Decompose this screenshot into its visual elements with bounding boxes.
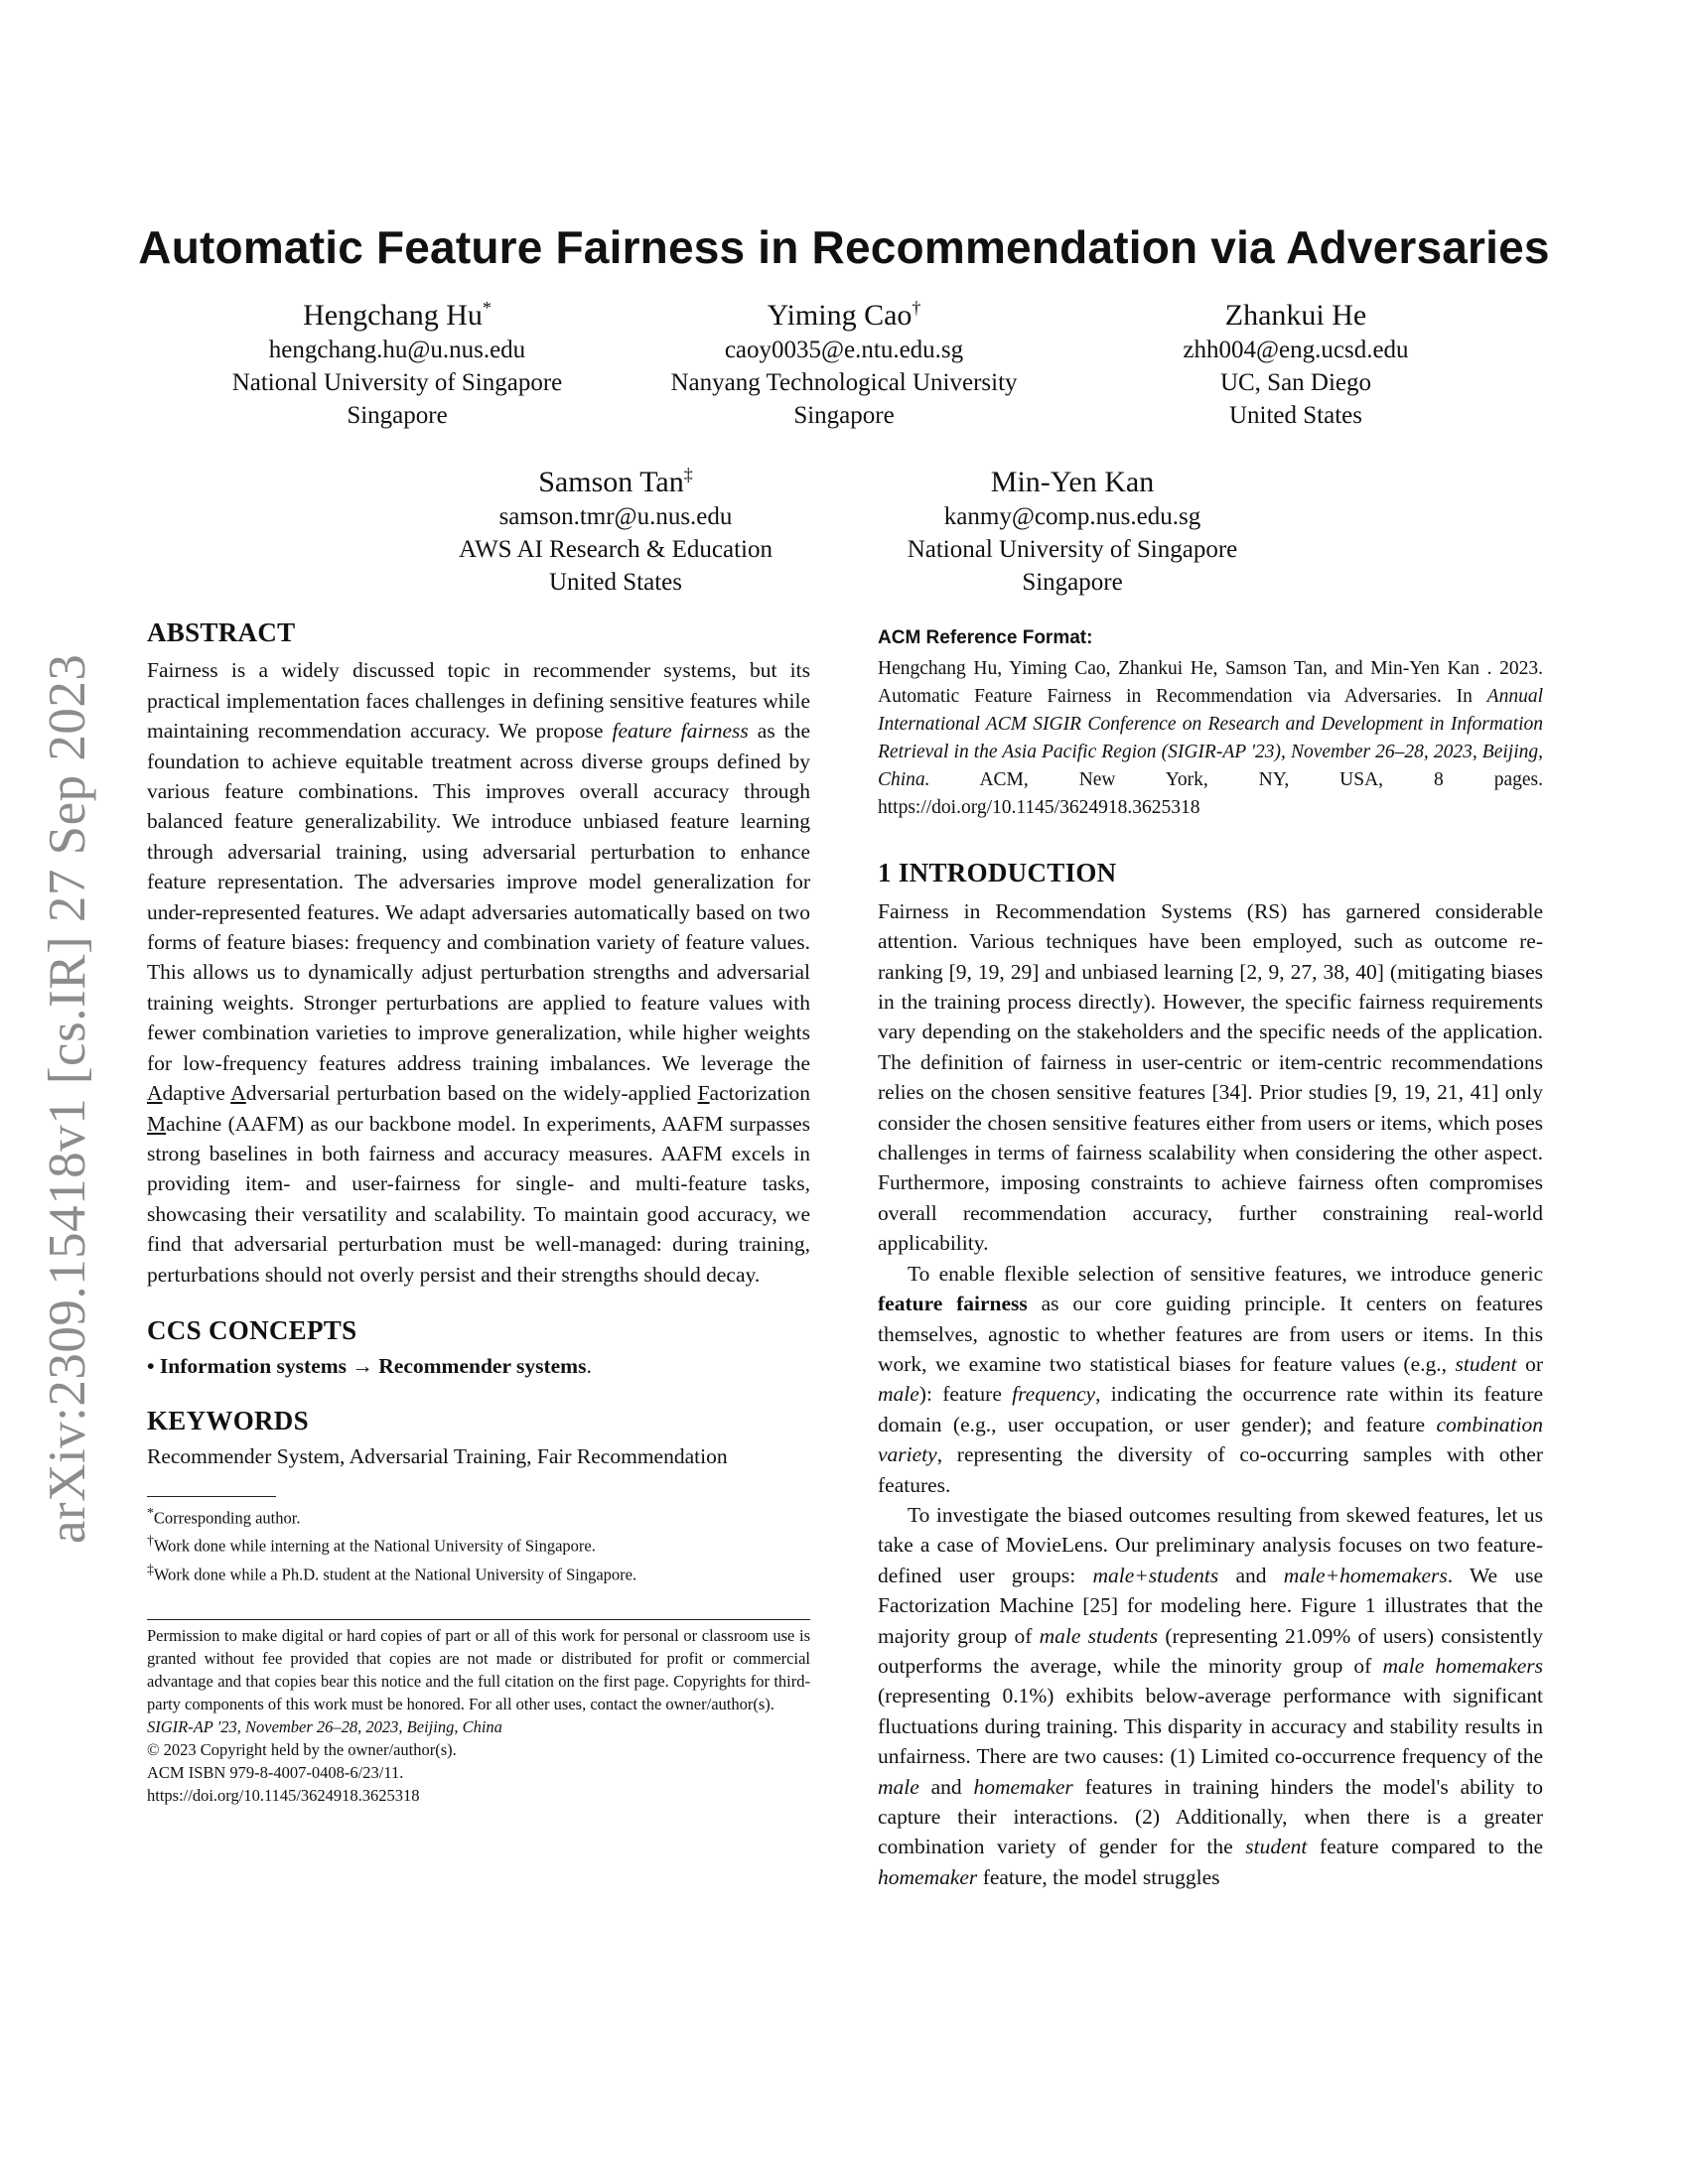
right-column xyxy=(878,623,1543,1892)
arxiv-watermark: arXiv:2309.15418v1 [cs.IR] 27 Sep 2023 xyxy=(39,653,96,1544)
footnote: ‡Work done while a Ph.D. student at the National University of Singapore. xyxy=(147,1561,637,1584)
author-block xyxy=(412,457,819,599)
author-country: Singapore xyxy=(1022,569,1123,596)
abstract-body: Fairness is a widely discussed topic in recommender systems, but its practical implementation faces challenges in defining sensitive features while maintaining recommendation accuracy. We propose feature fairness as the foundation to achieve equitable treatment across diverse groups defined by various feature combinations. This improves overall accuracy through balanced feature generalizability. We introduce unbiased feature learning through adversarial training, using adversarial perturbation to enhance feature representation. The adversaries improve model generalization for under-represented features. We adapt adversaries automatically based on two forms of feature biases: frequency and combination variety of feature values. This allows us to dynamically adjust perturbation strengths and adversarial training weights. Stronger perturbations are applied to feature values with fewer combination varieties to improve generalization, while higher weights for low-frequency features address training imbalances. We leverage the Adaptive Adversarial perturbation based on the widely-applied Factorization Machine (AAFM) as our backbone model. In experiments, AAFM surpasses strong baselines in both fairness and accuracy measures. AAFM excels in providing item- and user-fairness for single- and multi-feature tasks, showcasing their versatility and scalability. To maintain good accuracy, we find that adversarial perturbation must be well-managed: during training, perturbations should not overly persist and their strengths should decay. xyxy=(147,658,811,1287)
footnotes xyxy=(147,1501,810,1586)
author-block xyxy=(1087,290,1504,432)
author-country: Singapore xyxy=(793,402,895,429)
author-affiliation: National University of Singapore xyxy=(907,536,1238,563)
author-name: Min-Yen Kan xyxy=(990,466,1155,498)
abstract-heading: ABSTRACT xyxy=(147,617,296,647)
intro-heading: 1 INTRODUCTION xyxy=(878,858,1117,888)
author-name: Zhankui He xyxy=(1224,299,1367,332)
footnote: *Corresponding author. xyxy=(147,1504,301,1528)
paper-title: Automatic Feature Fairness in Recommendation via Adversaries xyxy=(138,221,1550,273)
author-block xyxy=(864,457,1281,599)
author-mark: * xyxy=(482,298,492,318)
conference-line: SIGIR-AP '23, November 26–28, 2023, Beijing, China xyxy=(147,1717,502,1737)
copyright-line: © 2023 Copyright held by the owner/author(s). xyxy=(147,1740,457,1760)
author-affiliation: UC, San Diego xyxy=(1219,369,1372,396)
ccs-heading: CCS CONCEPTS xyxy=(147,1314,357,1345)
author-affiliation: National University of Singapore xyxy=(231,369,563,396)
acm-ref-body: Hengchang Hu, Yiming Cao, Zhankui He, Samson Tan, and Min-Yen Kan . 2023. Automatic Feature Fairness in Recommendation via Adversaries. In Annual International ACM SIGIR Conference on Research and Development in Information Retrieval in the Asia Pacific Region (SIGIR-AP '23), November 26–28, 2023, Beijing, China. ACM, New York, NY, USA, 8 pages. https://doi.org/10.1145/3624918.3625318 xyxy=(878,658,1544,819)
author-name: Samson Tan xyxy=(538,466,684,498)
author-affiliation: Nanyang Technological University xyxy=(670,369,1018,396)
permission-text: Permission to make digital or hard copies of part or all of this work for personal or classroom use is granted without fee provided that copies are not made or distributed for profit or commercial advantage and that copies bear this notice and the full citation on the first page. Copyrights for third-party components of this work must be honored. For all other uses, contact the owner/author(s). xyxy=(147,1626,810,1714)
intro-paragraph: Fairness in Recommendation Systems (RS) has garnered considerable attention. Various techniques have been employed, such as outcome re-ranking [9, 19, 29] and unbiased learning [2, 9, 27, 38, 40] (mitigating biases in the training process directly). However, the specific fairness requirements vary depending on the stakeholders and the specific needs of the application. The definition of fairness in user-centric or item-centric recommendations relies on the chosen sensitive features [34]. Prior studies [9, 19, 21, 41] only consider the chosen sensitive features either from users or items, which poses challenges in terms of fairness scalability when considering the other aspect. Furthermore, imposing constraints to achieve fairness often compromises overall recommendation accuracy, further constraining real-world applicability. xyxy=(878,898,1543,1256)
author-block xyxy=(189,290,606,432)
intro-paragraph: To investigate the biased outcomes resulting from skewed features, let us take a case of MovieLens. Our preliminary analysis focuses on two feature-defined user groups: male+students and male+homemakers. We use Factorization Machine [25] for modeling here. Figure 1 illustrates that the majority group of male students (representing 21.09% of users) consistently outperforms the average, while the minority group of male homemakers (representing 0.1%) exhibits below-average performance with significant fluctuations during training. This disparity in accuracy and stability results in unfairness. There are two causes: (1) Limited co-occurrence frequency of the male and homemaker features in training hinders the model's ability to capture their interactions. (2) Additionally, when there is a greater combination variety of gender for the student feature compared to the homemaker feature, the model struggles xyxy=(878,1502,1544,1889)
author-email: hengchang.hu@u.nus.edu xyxy=(268,337,526,363)
author-mark: † xyxy=(912,298,921,318)
permission-block xyxy=(147,1624,810,1807)
permission-rule xyxy=(147,1619,810,1620)
author-affiliation: AWS AI Research & Education xyxy=(459,536,773,563)
author-country: United States xyxy=(1228,402,1362,429)
author-email: caoy0035@e.ntu.edu.sg xyxy=(724,337,964,363)
footnote-rule xyxy=(147,1496,276,1497)
author-name: Hengchang Hu xyxy=(303,299,483,332)
keywords-text: Recommender System, Adversarial Training, Fair Recommendation xyxy=(147,1444,728,1469)
isbn-line: ACM ISBN 979-8-4007-0408-6/23/11. xyxy=(147,1763,404,1783)
acm-ref-heading: ACM Reference Format: xyxy=(878,627,1093,648)
keywords-heading: KEYWORDS xyxy=(147,1405,309,1435)
doi-link[interactable]: https://doi.org/10.1145/3624918.3625318 xyxy=(147,1786,420,1806)
author-country: United States xyxy=(548,569,682,596)
author-email: kanmy@comp.nus.edu.sg xyxy=(943,503,1201,530)
author-mark: ‡ xyxy=(683,465,693,484)
author-email: samson.tmr@u.nus.edu xyxy=(498,503,733,530)
left-column xyxy=(147,617,810,1807)
author-country: Singapore xyxy=(347,402,448,429)
author-name: Yiming Cao xyxy=(767,299,913,332)
ccs-concepts: • Information systems → Recommender systems. xyxy=(147,1354,592,1379)
author-block xyxy=(635,290,1053,432)
footnote: †Work done while interning at the National University of Singapore. xyxy=(147,1533,596,1556)
intro-paragraph: To enable flexible selection of sensitive features, we introduce generic feature fairness as our core guiding principle. It centers on features themselves, agnostic to whether features are from users or items. In this work, we examine two statistical biases for feature values (e.g., student or male): feature frequency, indicating the occurrence rate within its feature domain (e.g., user occupation, or user gender); and feature combination variety, representing the diversity of co-occurring samples with other features. xyxy=(878,1261,1544,1497)
author-email: zhh004@eng.ucsd.edu xyxy=(1183,337,1409,363)
